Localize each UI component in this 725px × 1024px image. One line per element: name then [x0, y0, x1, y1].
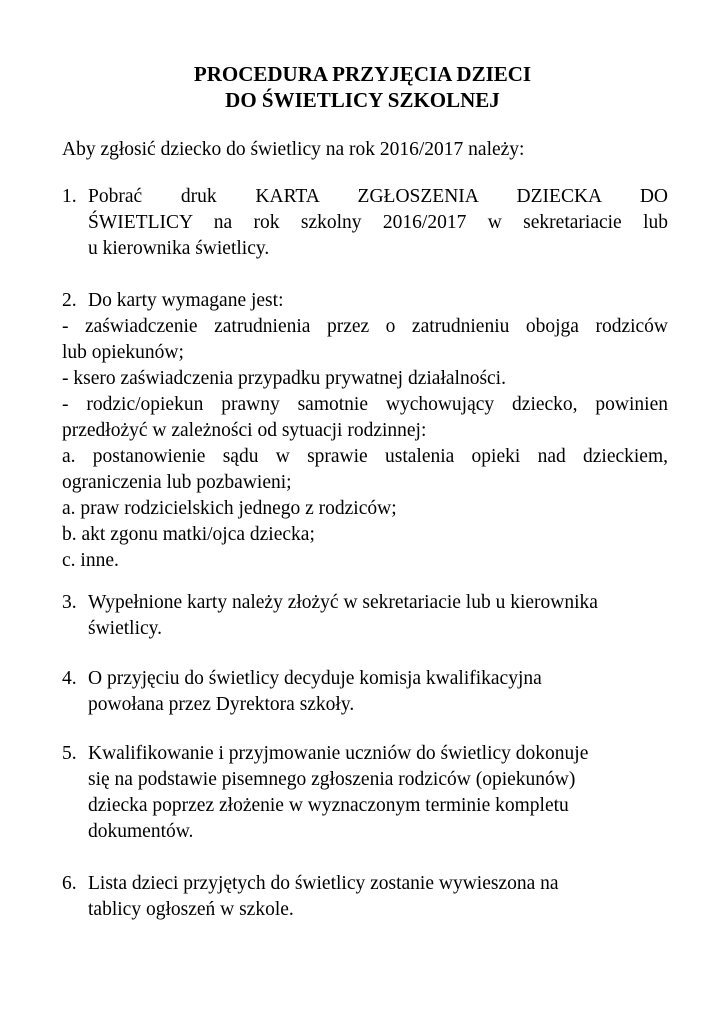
list-item-6: [62, 871, 668, 923]
item-text-line: lub opiekunów;: [62, 342, 184, 363]
item-number: 5.: [62, 743, 77, 764]
list-item-5: [62, 741, 668, 845]
item-text-line: O przyjęciu do świetlicy decyduje komisja kwalifikacyjna: [88, 668, 542, 689]
item-number: 2.: [62, 290, 77, 311]
item-text-line: c. inne.: [62, 550, 119, 571]
item-text-line: świetlicy.: [88, 618, 163, 639]
list-item-3: [62, 590, 668, 642]
item-text-line: - rodzic/opiekun prawny samotnie wychowujący dziecko, powinien: [62, 394, 668, 415]
item-number: 6.: [62, 873, 77, 894]
item-text-line: dziecka poprzez złożenie w wyznaczonym terminie kompletu: [88, 795, 569, 816]
item-text-line: a. praw rodzicielskich jednego z rodziców;: [62, 498, 397, 519]
item-text-line: powołana przez Dyrektora szkoły.: [88, 694, 355, 715]
page-title-line-2: DO ŚWIETLICY SZKOLNEJ: [225, 88, 500, 112]
item-text-line: Kwalifikowanie i przyjmowanie uczniów do świetlicy dokonuje: [88, 743, 589, 764]
item-number: 3.: [62, 592, 77, 613]
item-text-line: - ksero zaświadczenia przypadku prywatnej działalności.: [62, 368, 506, 389]
item-number: 1.: [62, 186, 77, 207]
item-text-line: przedłożyć w zależności od sytuacji rodzinnej:: [62, 420, 427, 441]
item-text-line: u kierownika świetlicy.: [88, 238, 270, 259]
item-text-line: się na podstawie pisemnego zgłoszenia rodziców (opiekunów): [88, 769, 576, 790]
intro-text: Aby zgłosić dziecko do świetlicy na rok 2016/2017 należy:: [62, 139, 525, 160]
list-item-1: [62, 184, 668, 262]
page-title-line-1: PROCEDURA PRZYJĘCIA DZIECI: [193, 62, 532, 86]
item-text-line: ŚWIETLICY na rok szkolny 2016/2017 w sekretariacie lub: [88, 212, 668, 233]
item-text-line: b. akt zgonu matki/ojca dziecka;: [62, 524, 315, 545]
list-item-2: [62, 288, 668, 574]
item-text-line: tablicy ogłoszeń w szkole.: [88, 899, 294, 920]
item-text-line: Pobrać druk KARTA ZGŁOSZENIA DZIECKA DO: [88, 186, 668, 207]
item-text-line: a. postanowienie sądu w sprawie ustalenia opieki nad dzieckiem,: [62, 446, 668, 467]
item-number: 4.: [62, 668, 77, 689]
item-text-line: Lista dzieci przyjętych do świetlicy zostanie wywieszona na: [88, 873, 559, 894]
item-text-line: Wypełnione karty należy złożyć w sekretariacie lub u kierownika: [88, 592, 598, 613]
item-text-line: ograniczenia lub pozbawieni;: [62, 472, 292, 493]
list-item-4: [62, 666, 668, 718]
item-text-line: dokumentów.: [88, 821, 194, 842]
item-heading: Do karty wymagane jest:: [88, 290, 284, 311]
item-text-line: - zaświadczenie zatrudnienia przez o zatrudnieniu obojga rodziców: [62, 316, 668, 337]
